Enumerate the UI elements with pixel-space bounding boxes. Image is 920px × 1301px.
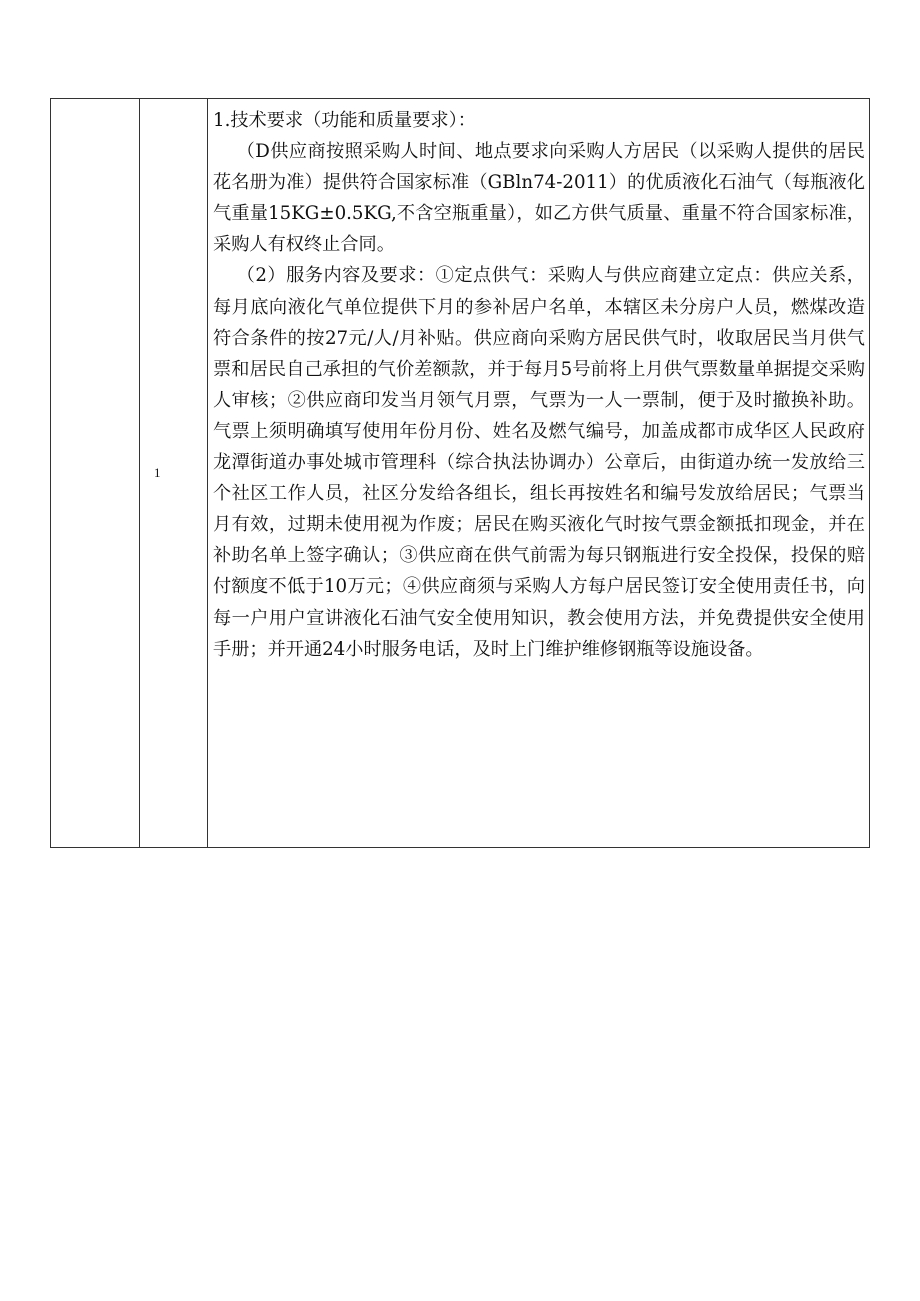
requirements-heading: 1.技术要求（功能和质量要求）： (213, 110, 476, 131)
requirement-paragraph-2: （2）服务内容及要求：①定点供气：采购人与供应商建立定点：供应关系，每月底向液化气单位提供下月的参补居户名单，本辖区未分房户人员，燃煤改造符合条件的按27元/人/月补贴。供应商向采购方居民供气时，收取居民当月供气票和居民自己承担的气价差额款，并于每月5号前将上月供气票数量单据提交采购人审核；②供应商印发当月领气月票，气票为一人一票制，便于及时撤换补助。气票上须明确填写使用年份月份、姓名及燃气编号，加盖成都市成华区人民政府龙潭街道办事处城市管理科（综合执法协调办）公章后，由街道办统一发放给三个社区工作人员，社区分发给各组长，组长再按姓名和编号发放给居民；气票当月有效，过期未使用视为作废；居民在购买液化气时按气票金额抵扣现金，并在补助名单上签字确认；③供应商在供气前需为每只钢瓶进行安全投保，投保的赔付额度不低于10万元；④供应商须与采购人方每户居民签订安全使用责任书，向每一户用户宣讲液化石油气安全使用知识，教会使用方法，并免费提供安全使用手册；并开通24小时服务电话，及时上门维护维修钢瓶等设施设备。 (213, 265, 865, 660)
requirement-paragraph-1: （D供应商按照采购人时间、地点要求向采购人方居民（以采购人提供的居民花名册为准）提供符合国家标准（GBln74-2011）的优质液化石油气（每瓶液化气重量15KG±0.5KG,不含空瓶重量），如乙方供气质量、重量不符合国家标准，采购人有权终止合同。 (213, 141, 865, 256)
requirements-content-cell (208, 99, 870, 848)
row-number: 1 (154, 465, 161, 480)
table-row (51, 99, 870, 848)
row-number-cell (140, 99, 208, 848)
requirements-table (50, 98, 870, 848)
empty-cell (51, 99, 140, 848)
